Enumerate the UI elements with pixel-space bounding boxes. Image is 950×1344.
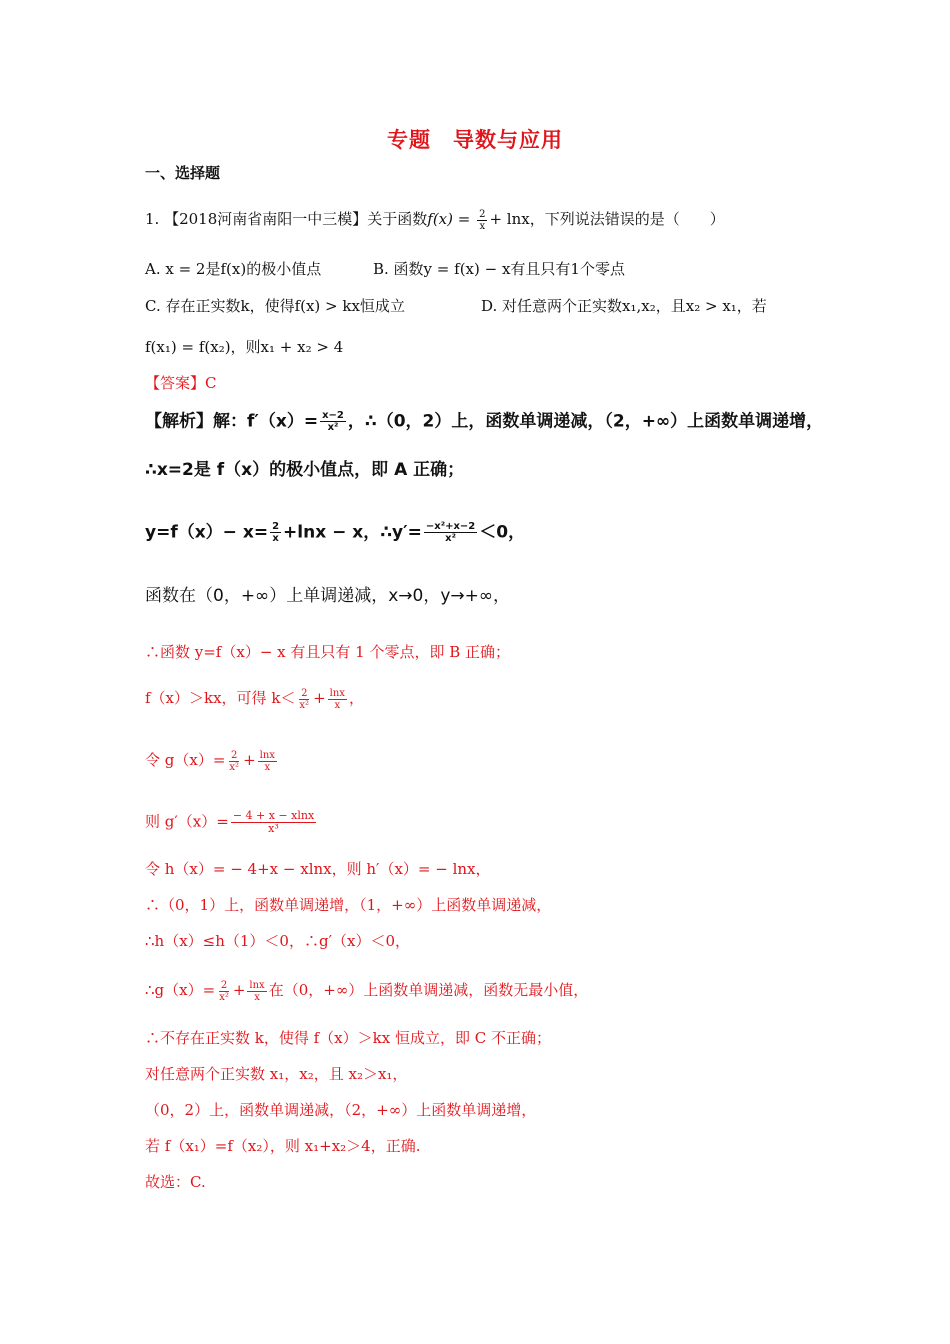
frac-2-over-x: $\frac{2}{x}$ xyxy=(272,521,280,544)
frac-gprime: $\frac{- 4 + x - xlnx}{\text{x³}}$ xyxy=(232,809,315,835)
derivative-fraction: $\frac{x-2}{\text{x²}}$ xyxy=(322,410,344,433)
frac-yprime: $\frac{\text{−x²+x−2}}{\text{x²}}$ xyxy=(425,521,476,544)
question-func: f(x) = xyxy=(427,210,476,228)
section-heading: 一、选择题 xyxy=(145,164,221,182)
analysis-red-10: 对任意两个正实数 x₁，x₂，且 x₂＞x₁， xyxy=(145,1065,408,1083)
analysis-red-9: ∴不存在正实数 k，使得 f（x）＞kx 恒成立，即 C 不正确； xyxy=(145,1029,551,1047)
analysis-red-6: ∴（0，1）上，函数单调递增，（1，+∞）上函数单调递减， xyxy=(145,896,552,914)
question-func-tail: + lnx xyxy=(489,210,530,228)
option-d-continued: f(x₁) = f(x₂)，则x₁ + x₂ > 4 xyxy=(145,338,344,356)
frac-r8-1: $\frac{2}{\text{x²}}$ xyxy=(219,979,229,1003)
frac-r3-2: $\frac{\ln x}{x}$ xyxy=(259,749,275,773)
option-a: A. x = 2是f(x)的极小值点 xyxy=(145,260,322,278)
analysis-red-8: ∴g（x）= $\frac{2}{\text{x²}}$ + $\frac{\ln x}{x}$ 在（0，+∞）上函数单调递减，函数无最小值， xyxy=(145,979,589,1003)
frac-r3-1: $\frac{2}{\text{x²}}$ xyxy=(229,749,240,773)
question-stem xyxy=(145,208,725,232)
option-d: D. 对任意两个正实数x₁,x₂，且x₂ > x₁，若 xyxy=(481,297,767,315)
page-title: 专题 导数与应用 xyxy=(387,128,563,152)
answer-label: 【答案】C xyxy=(145,374,217,392)
question-suffix: ，下列说法错误的是（ ） xyxy=(529,210,725,228)
analysis-red-4: 则 g′（x）= $\frac{- 4 + x - xlnx}{\text{x³}}$ xyxy=(145,809,315,835)
analysis-red-2: f（x）＞kx，可得 k＜ $\frac{2}{\text{x²}}$ + $\frac{\ln x}{x}$ ， xyxy=(145,687,364,711)
analysis-line-4: 函数在（0，+∞）上单调递减，x→0，y→+∞， xyxy=(145,586,511,606)
frac-r2-2: $\frac{\ln x}{x}$ xyxy=(329,687,345,711)
analysis-red-13: 故选：C. xyxy=(145,1173,206,1191)
analysis-line-1: 【解析】解：f′（x）= $\frac{x-2}{\text{x²}}$ ，∴（0，2）上，函数单调递减，（2，+∞）上函数单调递增， xyxy=(145,410,824,433)
frac-r2-1: $\frac{2}{\text{x²}}$ xyxy=(299,687,310,711)
analysis-red-3: 令 g（x）= $\frac{2}{\text{x²}}$ + $\frac{\ln x}{x}$ xyxy=(145,749,275,773)
option-c: C. 存在正实数k，使得f(x) > kx恒成立 xyxy=(145,297,405,315)
analysis-line-2: ∴x=2是 f（x）的极小值点，即 A 正确； xyxy=(145,460,465,480)
analysis-line-3: y=f（x）− x= $\frac{2}{x}$ +lnx − x，∴y′= $\frac{\text{−x²+x−2}}{\text{x²}}$ ＜0， xyxy=(145,521,526,544)
analysis-red-1: ∴函数 y=f（x）− x 有且只有 1 个零点，即 B 正确； xyxy=(145,643,511,661)
analysis-red-5: 令 h（x）= − 4+x − xlnx，则 h′（x）= − lnx， xyxy=(145,860,491,878)
question-prefix: 1. 【2018河南省南阳一中三模】关于函数 xyxy=(145,210,428,228)
analysis-red-11: （0，2）上，函数单调递减，（2，+∞）上函数单调递增， xyxy=(145,1101,537,1119)
question-fraction: $\frac{2}{x}$ xyxy=(479,208,486,232)
analysis-red-7: ∴h（x）≤h（1）＜0，∴g′（x）＜0， xyxy=(145,932,410,950)
analysis-red-12: 若 f（x₁）=f（x₂），则 x₁+x₂＞4，正确. xyxy=(145,1137,421,1155)
frac-r8-2: $\frac{\ln x}{x}$ xyxy=(249,979,265,1003)
option-b: B. 函数y = f(x) − x有且只有1个零点 xyxy=(373,260,625,278)
